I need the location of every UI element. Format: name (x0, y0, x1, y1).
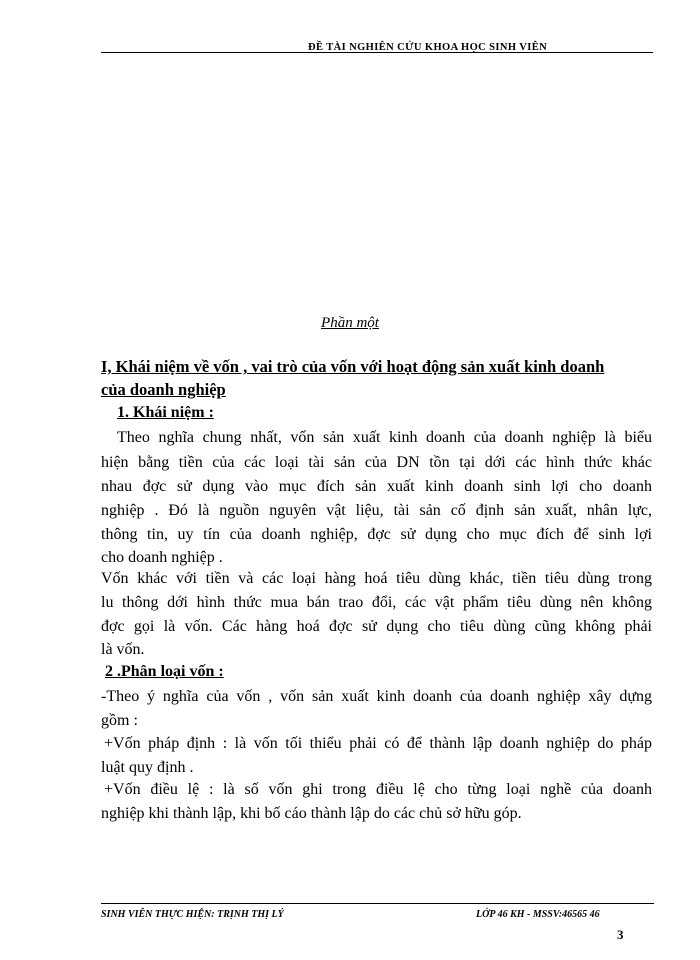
paragraph-line: cho doanh nghiệp . (101, 549, 223, 566)
part-title: Phần một (321, 315, 379, 331)
paragraph-line: hiện bằng tiền của các loại tài sản của DN tồn tại dới các hình thức khác (101, 454, 652, 471)
footer-author: SINH VIÊN THỰC HIỆN: TRỊNH THỊ LÝ (101, 909, 284, 919)
footer-divider (101, 903, 654, 904)
paragraph-line: Vốn khác với tiền và các loại hàng hoá tiêu dùng khác, tiền tiêu dùng trong (101, 570, 652, 587)
paragraph-line: lu thông dới hình thức mua bán trao đổi, các vật phẩm tiêu dùng nên không (101, 594, 652, 611)
section-heading-line1: I, Khái niệm về vốn , vai trò của vốn với hoạt động sản xuất kinh doanh (101, 357, 605, 376)
paragraph-line: nghiệp khi thành lập, khi bố cáo thành lập do các chủ sở hữu góp. (101, 805, 522, 822)
paragraph-line: là vốn. (101, 641, 145, 658)
header-divider (101, 52, 653, 53)
footer-class-id: LỚP 46 KH - MSSV:46565 46 (476, 909, 600, 919)
paragraph-line: nghiệp . Đó là nguồn nguyên vật liệu, tài sản cố định sản xuất, nhân lực, (101, 502, 652, 519)
paragraph-line: thông tin, uy tín của doanh nghiệp, đợc sử dụng cho mục đích để sinh lợi (101, 526, 652, 543)
paragraph-line: gồm : (101, 712, 138, 729)
paragraph-line: luật quy định . (101, 759, 194, 776)
paragraph-line: +Vốn pháp định : là vốn tối thiểu phải có để thành lập doanh nghiệp do pháp (104, 735, 652, 752)
paragraph-line: Theo nghĩa chung nhất, vốn sản xuất kinh doanh của doanh nghiệp là biểu (117, 429, 652, 446)
paragraph-line: đợc gọi là vốn. Các hàng hoá đợc sử dụng cho tiêu dùng cũng không phải (101, 618, 652, 635)
paragraph-line: +Vốn điều lệ : là số vốn ghi trong điều lệ cho từng loại nghề của doanh (104, 781, 652, 798)
subheading-classification: 2 .Phân loại vốn : (105, 663, 224, 680)
section-heading-line2: của doanh nghiệp (101, 380, 226, 399)
paragraph-line: -Theo ý nghĩa của vốn , vốn sản xuất kinh doanh của doanh nghiệp xây dựng (101, 688, 652, 705)
page-number: 3 (617, 927, 624, 942)
subheading-concept: 1. Khái niệm : (117, 404, 214, 421)
header-title: ĐỀ TÀI NGHIÊN CỨU KHOA HỌC SINH VIÊN (308, 42, 548, 53)
paragraph-line: nhau đợc sử dụng vào mục đích sản xuất kinh doanh sinh lợi cho doanh (101, 478, 652, 495)
